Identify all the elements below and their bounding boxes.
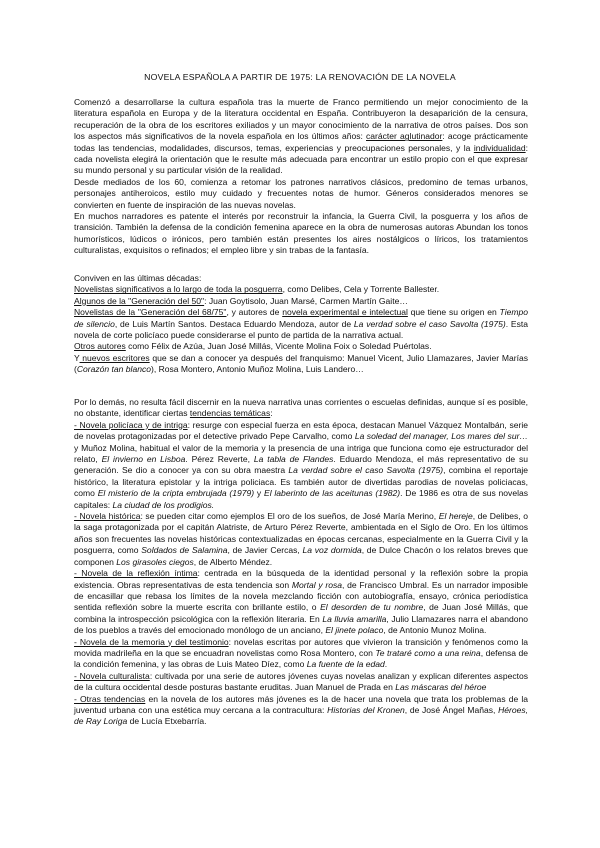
book-title: Tiempo de silencio [74,307,528,329]
underlined-term: tendencias temáticas [189,408,271,419]
book-title: La verdad sobre el caso Savolta (1975) [353,318,506,329]
text-span: . De 1986 es otra de sus novelas capitales: [74,488,529,510]
book-title: El invierno en Lisboa [101,454,186,465]
generation-item-2 [74,296,528,307]
underlined-term: novela experimental e intelectual [282,307,408,318]
underlined-term: individualidad [473,142,526,153]
book-title: La soledad del manager, Los mares del sur… [354,431,528,442]
text-span: , de Javier Cercas, [227,545,303,556]
book-title: Las máscaras del héroe [395,682,487,693]
book-title: Los girasoles ciegos [116,556,194,567]
book-title: Corazón tan blanco [76,364,151,375]
book-title: El misterio de la cripta embrujada (1979) [97,488,255,499]
trend-memory-novel [74,637,528,671]
text-span: , de Alberto Méndez. [193,556,273,567]
text-span: : [270,408,273,419]
text-span: , de Antonio Munoz Molina. [383,625,487,636]
book-title: Mortal y rosa [291,579,343,590]
trend-heading: - Otras tendencias [74,693,146,704]
trend-heading: - Novela de la reflexión íntima [74,568,198,579]
book-title: El hereje [438,511,473,522]
text-span: . Esta novela de corte policíaco puede considerarse el punto de partida de la narrativa actual. [74,318,529,341]
text-span: Y [74,352,80,363]
text-span: , de José Ángel Mañas, [404,704,499,715]
intro-paragraph-2: Desde mediados de los 60, comienza a retomar los patrones narrativos clásicos, predomino de temas urbanos, personajes antiheroicos, estilo muy cuidado y frecuentes notas de humor. Géneros considerados menores se convierten en fuente de inspiración de las nuevas novelas. [74,176,528,210]
book-title: La voz dormida [302,545,362,556]
text-span: ), Rosa Montero, Antonio Muñoz Molina, Luis Landero… [150,364,364,375]
generation-item-1 [74,284,528,295]
trends-section [74,397,528,728]
generations-section [74,273,528,376]
underlined-term: carácter aglutinador [366,131,443,142]
text-span: : se pueden citar como ejemplos El oro de los sueños, de José María Merino, [140,511,439,522]
trend-historical-novel [74,511,528,568]
text-span: como Félix de Azúa, Juan José Millás, Vicente Molina Foix o Soledad Puértolas. [125,341,432,352]
book-title: La fuente de la edad [306,659,385,670]
book-title: El desorden de tu nombre [320,602,424,613]
text-span: , de Dulce Chacón o los relatos breves que componen [74,545,528,567]
generation-item-4 [74,341,528,352]
text-span: : centrada en la búsqueda de la identidad personal y la reflexión sobre la propia existencia. Obras representativas de esta tendencia son [74,568,528,590]
book-title: La verdad sobre el caso Savolta (1975) [288,465,444,476]
text-span: que se dan a conocer ya después del franquismo: Manuel Vicent, Julio Llamazares, Javier Marías ( [74,352,528,375]
book-title: Héroes, de Ray Loriga [74,704,528,727]
text-span: que tiene su origen en [407,307,500,318]
text-span: , Julio Llamazares narra el abandono de los pueblos a través del emocionado monólogo de un anciano, [74,613,529,636]
underlined-term: Novelistas significativos a lo largo de toda la posguerra [74,284,283,295]
book-title: Soldados de Salamina [141,545,228,556]
text-span: Por lo demás, no resulta fácil discernir en la nueva narrativa unas corrientes o escuelas definidas, aunque sí es posible, no obstante, identificar ciertas [74,397,528,419]
text-span: , y autores de [226,307,283,318]
book-title: La tabla de Flandes [253,454,334,465]
text-span: de Lucía Etxebarría. [127,716,207,727]
text-span: . [384,659,388,670]
trend-heading: - Novela culturalista [74,670,150,681]
text-span: en la novela de los autores más jóvenes es la de hacer una novela que trata los problemas de la juventud urbana con una estética muy cercana a la contracultura: [74,693,528,715]
page-title: NOVELA ESPAÑOLA A PARTIR DE 1975: LA RENOVACIÓN DE LA NOVELA [144,72,456,82]
book-title: El jinete polaco [325,625,384,636]
text-span: Comenzó a desarrollarse la cultura española tras la muerte de Franco permitiendo un mejor conocimiento de la literatura española en Europa y de la literatura occidental en España. Contribuyeron la desaparición de la censura, recuperación de la obra de los escritores exiliados y un mayor conocimiento de la narrativa de otros países. Dos son los aspectos más significativos de la novela española en los últimos años: [74,97,528,142]
generation-item-3 [74,307,528,341]
book-title: Te trataré como a una reina [375,647,481,658]
text-span: , de Francisco Umbral. Es un narrador imposible de encasillar que rebasa los límites de la novela mezclando ficción con autobiografía, ensayo, crónica periodística sentida reflexión sobre la muerte escrita con brillante estilo, o [74,579,528,613]
text-span: , de Juan José Millás, que combina la introspección psicológica con la reflexión literaria. En [74,602,528,624]
trends-intro [74,397,528,420]
text-span: y Muñoz Molina, habitual el valor de la memoria y la presencia de una intriga que funciona como eje estructurador del relato, [74,442,528,465]
text-span: y [254,488,265,499]
text-span: , de Delibes, o la saga protagonizada por el capitán Alatriste, de Arturo Pérez Reverte, ambientada en el Siglo de Oro. En los últimos años son frecuentes las novelas históricas contextualizadas en épocas cercanas, especialmente en la Guerra Civil y la posguerra, como [74,511,528,556]
intro-paragraph-1 [74,97,528,177]
book-title: La ciudad de los prodigios. [112,499,215,510]
text-span: , de Luis Martín Santos. Destaca Eduardo Mendoza, autor de [114,318,354,329]
text-span: , como Delibes, Cela y Torrente Ballester. [282,284,440,295]
text-span: : resurge con especial fuerza en esta época, destacan Manuel Vázquez Montalbán, serie de novelas protagonizadas por el detective privado Pepe Carvalho, como [74,419,528,442]
trend-heading: - Novela histórica [74,511,141,522]
trend-heading: - Novela de la memoria y del testimonio [74,636,229,647]
generation-item-5 [74,353,528,376]
text-span: : cada novelista elegirá la orientación que le resulte más adecuada para encontrar un estilo propio con el que expresar su mundo personal y su particular visión de la realidad. [74,142,528,176]
book-title: Historias del Kronen [327,704,405,715]
book-title: El laberinto de las aceitunas (1982) [264,488,401,499]
text-span: . Pérez Reverte, [185,454,254,465]
text-span: : cultivada por una serie de autores jóvenes cuyas novelas analizan y explican diferentes aspectos de la cultura occidental desde posturas bastante eruditas. Juan Manuel de Prada en [74,670,528,693]
text-span: : acoge prácticamente todas las tendencias, modalidades, discursos, temas, experiencias y preocupaciones personales, y la [74,131,528,153]
text-span: : novelas escritas por autores que vivieron la transición y fenómenos como la movida madrileña en la que se encuadran novelistas como Rosa Montero, con [74,636,528,658]
intro-section [74,97,528,257]
underlined-term: Otros autores [74,341,126,352]
text-span: : Juan Goytisolo, Juan Marsé, Carmen Martín Gaite… [204,295,408,306]
trend-heading: - Novela policíaca y de intriga [74,419,188,430]
intro-paragraph-3: En muchos narradores es patente el interés por reconstruir la infancia, la Guerra Civil, la posguerra y los años de transición. También la defensa de la condición femenina aparece en la obra de numerosas autoras Abundan los tonos humorísticos, lúdicos o irónicos, pero también están presentes los aires nostálgicos o líricos, los tratamientos culturalistas, exquisitos o refinados; el empleo libre y sin trabas de la fantasía. [74,211,528,256]
underlined-term: nuevos escritores [79,352,150,363]
book-title: La lluvia amarilla [322,613,387,624]
text-span: . Eduardo Mendoza, el más representativo de su generación. Se dio a conocer ya con su obra maestra [74,454,528,476]
generations-heading: Conviven en las últimas décadas: [74,273,202,283]
trend-police-novel [74,420,528,511]
underlined-term: Novelistas de la "Generación del 68/75" [74,307,227,318]
underlined-term: Algunos de la "Generación del 50" [74,295,205,306]
text-span: , combina el reportaje histórico, la literatura epistolar y la intriga policiaca. Es también autor de divertidas parodias de novelas policiacas, como [74,465,528,499]
trend-reflection-novel [74,568,528,636]
text-span: , defensa de la condición femenina, y las obras de Luis Mateo Díez, como [74,647,528,670]
trend-cultural-novel [74,671,528,694]
trend-other-novel [74,694,528,728]
